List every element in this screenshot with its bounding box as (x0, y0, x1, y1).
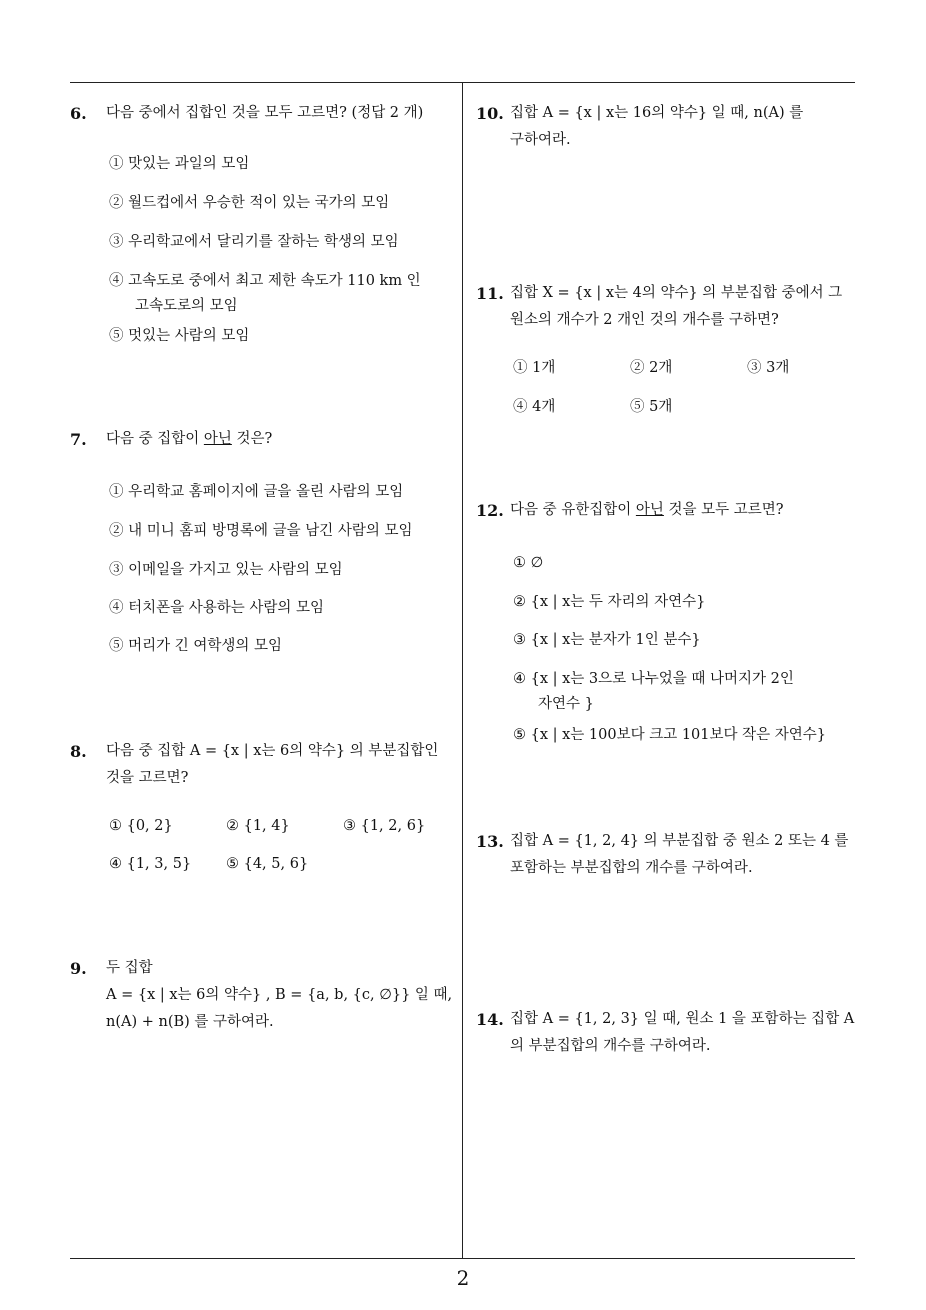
page-number: 2 (456, 1266, 470, 1290)
question-stem-line-2: 포함하는 부분집합의 개수를 구하여라. (510, 860, 753, 876)
option-4: ④ 고속도로 중에서 최고 제한 속도가 110 km 인 (109, 273, 421, 289)
question-number: 8. (70, 742, 87, 761)
question-11 (476, 280, 861, 334)
question-14 (476, 1006, 861, 1060)
underlined-word: 아닌 (635, 502, 664, 518)
question-number: 11. (476, 284, 504, 303)
question-number: 14. (476, 1010, 504, 1029)
question-stem-line-1: 집합 X = {x | x는 4의 약수} 의 부분집합 중에서 그 (510, 285, 843, 301)
question-number: 6. (70, 104, 87, 123)
option-2: ② 내 미니 홈피 방명록에 글을 남긴 사람의 모임 (109, 523, 413, 539)
question-number: 7. (70, 430, 87, 449)
option-3: ③ 3개 (747, 360, 790, 376)
question-stem-line-1: 집합 A = {1, 2, 4} 의 부분집합 중 원소 2 또는 4 를 (510, 833, 849, 849)
option-2: ② {x | x는 두 자리의 자연수} (513, 594, 706, 610)
option-4: ④ {1, 3, 5} (109, 856, 192, 872)
option-4-continued: 고속도로의 모임 (135, 298, 238, 314)
question-stem-line-3: n(A) + n(B) 를 구하여라. (106, 1014, 274, 1030)
question-number: 13. (476, 832, 504, 851)
column-divider (462, 82, 463, 1258)
question-stem (106, 426, 455, 453)
option-3: ③ 이메일을 가지고 있는 사람의 모임 (109, 562, 343, 578)
option-5: ⑤ {x | x는 100보다 크고 101보다 작은 자연수} (513, 727, 826, 743)
question-stem (510, 497, 861, 524)
question-number: 10. (476, 104, 504, 123)
question-stem-line-2: 것을 고르면? (106, 770, 189, 786)
question-number: 12. (476, 501, 504, 520)
option-5: ⑤ {4, 5, 6} (226, 856, 309, 872)
option-4: ④ {x | x는 3으로 나누었을 때 나머지가 2인 (513, 671, 794, 687)
question-stem-line-2: 의 부분집합의 개수를 구하여라. (510, 1038, 711, 1054)
option-1: ① 1개 (513, 360, 556, 376)
option-2: ② {1, 4} (226, 818, 290, 834)
option-3: ③ {x | x는 분자가 1인 분수} (513, 632, 701, 648)
question-stem-line-1: 집합 A = {1, 2, 3} 일 때, 원소 1 을 포함하는 집합 A (510, 1011, 855, 1027)
option-5: ⑤ 머리가 긴 여학생의 모임 (109, 638, 283, 654)
option-2: ② 월드컵에서 우승한 적이 있는 국가의 모임 (109, 195, 390, 211)
question-stem-line-1: 두 집합 (106, 960, 153, 976)
question-stem-line-1: 다음 중 집합 A = {x | x는 6의 약수} 의 부분집합인 (106, 743, 439, 759)
question-stem: 다음 중에서 집합인 것을 모두 고르면? (정답 2 개) (106, 105, 424, 121)
option-3: ③ 우리학교에서 달리기를 잘하는 학생의 모임 (109, 234, 399, 250)
option-3: ③ {1, 2, 6} (343, 818, 426, 834)
option-4: ④ 4개 (513, 399, 556, 415)
question-6 (70, 100, 455, 127)
stem-text: 다음 중 유한집합이 (510, 502, 636, 518)
question-7 (70, 426, 455, 453)
question-10 (476, 100, 861, 154)
underlined-word: 아닌 (203, 431, 232, 447)
stem-text: 것은? (231, 431, 273, 447)
stem-text: 다음 중 집합이 (106, 431, 204, 447)
question-9 (70, 955, 455, 1036)
question-stem-line-1: 집합 A = {x | x는 16의 약수} 일 때, n(A) 를 (510, 105, 804, 121)
bottom-rule (70, 1258, 855, 1259)
option-4-continued: 자연수 } (538, 696, 594, 712)
option-1: ① {0, 2} (109, 818, 173, 834)
question-stem-line-2: 구하여라. (510, 132, 571, 148)
question-stem-line-2: 원소의 개수가 2 개인 것의 개수를 구하면? (510, 312, 779, 328)
question-12 (476, 497, 861, 524)
option-1: ① ∅ (513, 555, 544, 571)
stem-text: 것을 모두 고르면? (663, 502, 784, 518)
option-5: ⑤ 멋있는 사람의 모임 (109, 328, 250, 344)
option-5: ⑤ 5개 (630, 399, 673, 415)
option-1: ① 우리학교 홈페이지에 글을 올린 사람의 모임 (109, 484, 404, 500)
option-4: ④ 터치폰을 사용하는 사람의 모임 (109, 600, 325, 616)
option-2: ② 2개 (630, 360, 673, 376)
question-8 (70, 738, 455, 792)
question-number: 9. (70, 959, 87, 978)
option-1: ① 맛있는 과일의 모임 (109, 156, 250, 172)
question-stem-line-2: A = {x | x는 6의 약수} , B = {a, b, {c, ∅}} 일 때, (106, 987, 453, 1003)
question-13 (476, 828, 861, 882)
